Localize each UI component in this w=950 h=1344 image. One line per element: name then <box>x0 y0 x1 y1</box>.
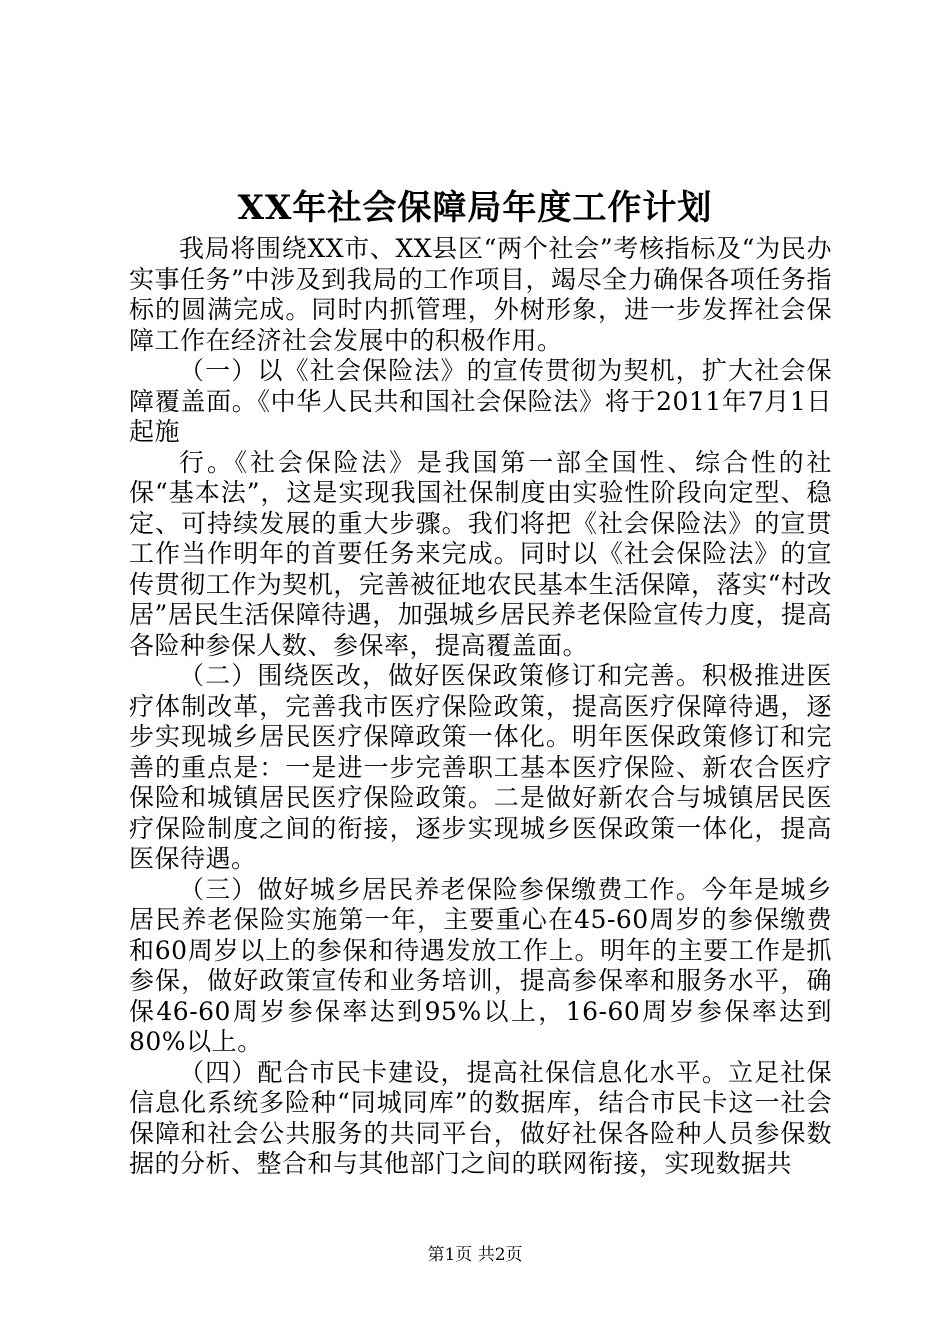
paragraph-section-1-heading: （一）以《社会保险法》的宣传贯彻为契机，扩大社会保障覆盖面。《中华人民共和国社会保险法》将于2011年7月1日起施 <box>129 356 832 446</box>
paragraph-section-2: （二）围绕医改，做好医保政策修订和完善。积极推进医疗体制改革，完善我市医疗保险政策，提高医疗保障待遇，逐步实现城乡居民医疗保障政策一体化。明年医保政策修订和完善的重点是：一是进一步完善职工基本医疗保险、新农合医疗保险和城镇居民医疗保险政策。二是做好新农合与城镇居民医疗保险制度之间的衔接，逐步实现城乡医保政策一体化，提高医保待遇。 <box>129 661 832 873</box>
paragraph-intro: 我局将围绕XX市、XX县区“两个社会”考核指标及“为民办实事任务”中涉及到我局的工作项目，竭尽全力确保各项任务指标的圆满完成。同时内抓管理，外树形象，进一步发挥社会保障工作在经济社会发展中的积极作用。 <box>129 234 832 355</box>
paragraph-section-4: （四）配合市民卡建设，提高社保信息化水平。立足社保信息化系统多险种“同城同库”的数据库，结合市民卡这一社会保障和社会公共服务的共同平台，做好社保各险种人员参保数据的分析、整合和与其他部门之间的联网衔接，实现数据共 <box>129 1057 832 1178</box>
page-number-footer: 第1页 共2页 <box>427 1245 523 1265</box>
document-title: XX年社会保障局年度工作计划 <box>237 188 713 228</box>
document-body <box>129 234 832 1180</box>
paragraph-section-3: （三）做好城乡居民养老保险参保缴费工作。今年是城乡居民养老保险实施第一年，主要重心在45-60周岁的参保缴费和60周岁以上的参保和待遇发放工作上。明年的主要工作是抓参保，做好政策宣传和业务培训，提高参保率和服务水平，确保46-60周岁参保率达到95%以上，16-60周岁参保率达到80%以上。 <box>129 874 832 1056</box>
paragraph-section-1-body: 行。《社会保险法》是我国第一部全国性、综合性的社保“基本法”，这是实现我国社保制度由实验性阶段向定型、稳定、可持续发展的重大步骤。我们将把《社会保险法》的宣贯工作当作明年的首要任务来完成。同时以《社会保险法》的宣传贯彻工作为契机，完善被征地农民基本生活保障，落实“村改居”居民生活保障待遇，加强城乡居民养老保险宣传力度，提高各险种参保人数、参保率，提高覆盖面。 <box>129 447 832 660</box>
